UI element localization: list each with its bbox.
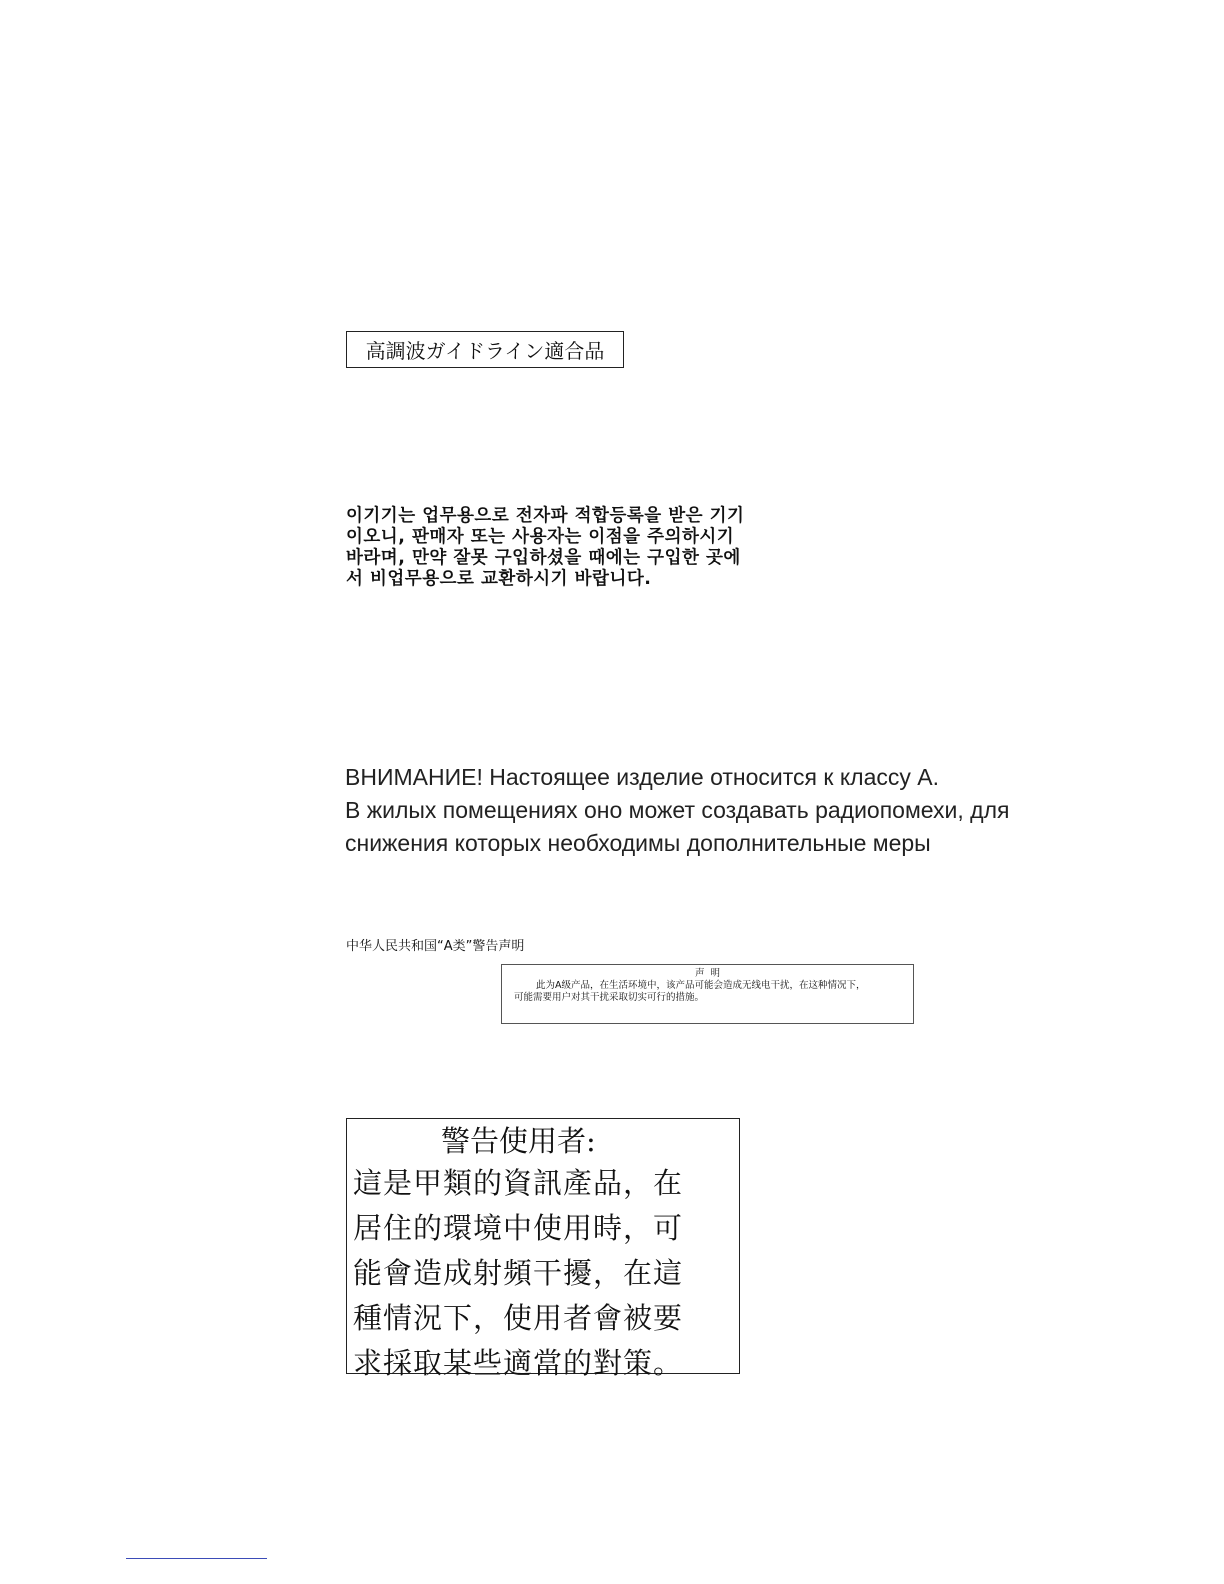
china-notice-title: 中华人民共和国“A类”警告声明	[346, 939, 525, 954]
korea-notice-line: 바라며, 만약 잘못 구입하셨을 때에는 구입한 곳에	[346, 548, 741, 568]
footer-rule	[126, 1558, 267, 1559]
taiwan-warning-heading: 警告使用者:	[441, 1124, 596, 1158]
korea-notice-line: 이기기는 업무용으로 전자파 적합등록을 받은 기기	[346, 506, 745, 526]
taiwan-warning-line: 這是甲類的資訊產品，在	[353, 1166, 684, 1200]
taiwan-warning-line: 能會造成射頻干擾，在這	[353, 1256, 684, 1290]
japan-harmonics-label	[346, 331, 624, 368]
taiwan-warning-line: 求採取某些適當的對策。	[353, 1346, 684, 1380]
korea-notice-line: 이오니, 판매자 또는 사용자는 이점을 주의하시기	[346, 527, 735, 547]
china-statement-heading: 声明	[694, 968, 726, 979]
japan-harmonics-text: 高調波ガイドライン適合品	[365, 339, 605, 363]
russia-notice-line: снижения которых необходимы дополнительные меры	[345, 830, 931, 856]
korea-notice-line: 서 비업무용으로 교환하시기 바랍니다.	[346, 569, 652, 589]
china-statement-box	[501, 964, 914, 1024]
russia-notice-line: ВНИМАНИЕ! Настоящее изделие относится к классу А.	[345, 764, 939, 790]
taiwan-warning-line: 居住的環境中使用時，可	[353, 1211, 684, 1245]
russia-class-a-notice	[345, 761, 1105, 860]
taiwan-warning-line: 種情況下，使用者會被要	[353, 1301, 684, 1335]
korea-emc-notice	[346, 506, 806, 590]
china-statement-line: 可能需要用户对其干扰采取切实可行的措施。	[514, 992, 705, 1003]
russia-notice-line: В жилых помещениях оно может создавать радиопомехи, для	[345, 797, 1010, 823]
china-statement-line: 此为A级产品，在生活环境中，该产品可能会造成无线电干扰，在这种情况下，	[536, 980, 866, 991]
taiwan-warning-box	[346, 1118, 740, 1380]
